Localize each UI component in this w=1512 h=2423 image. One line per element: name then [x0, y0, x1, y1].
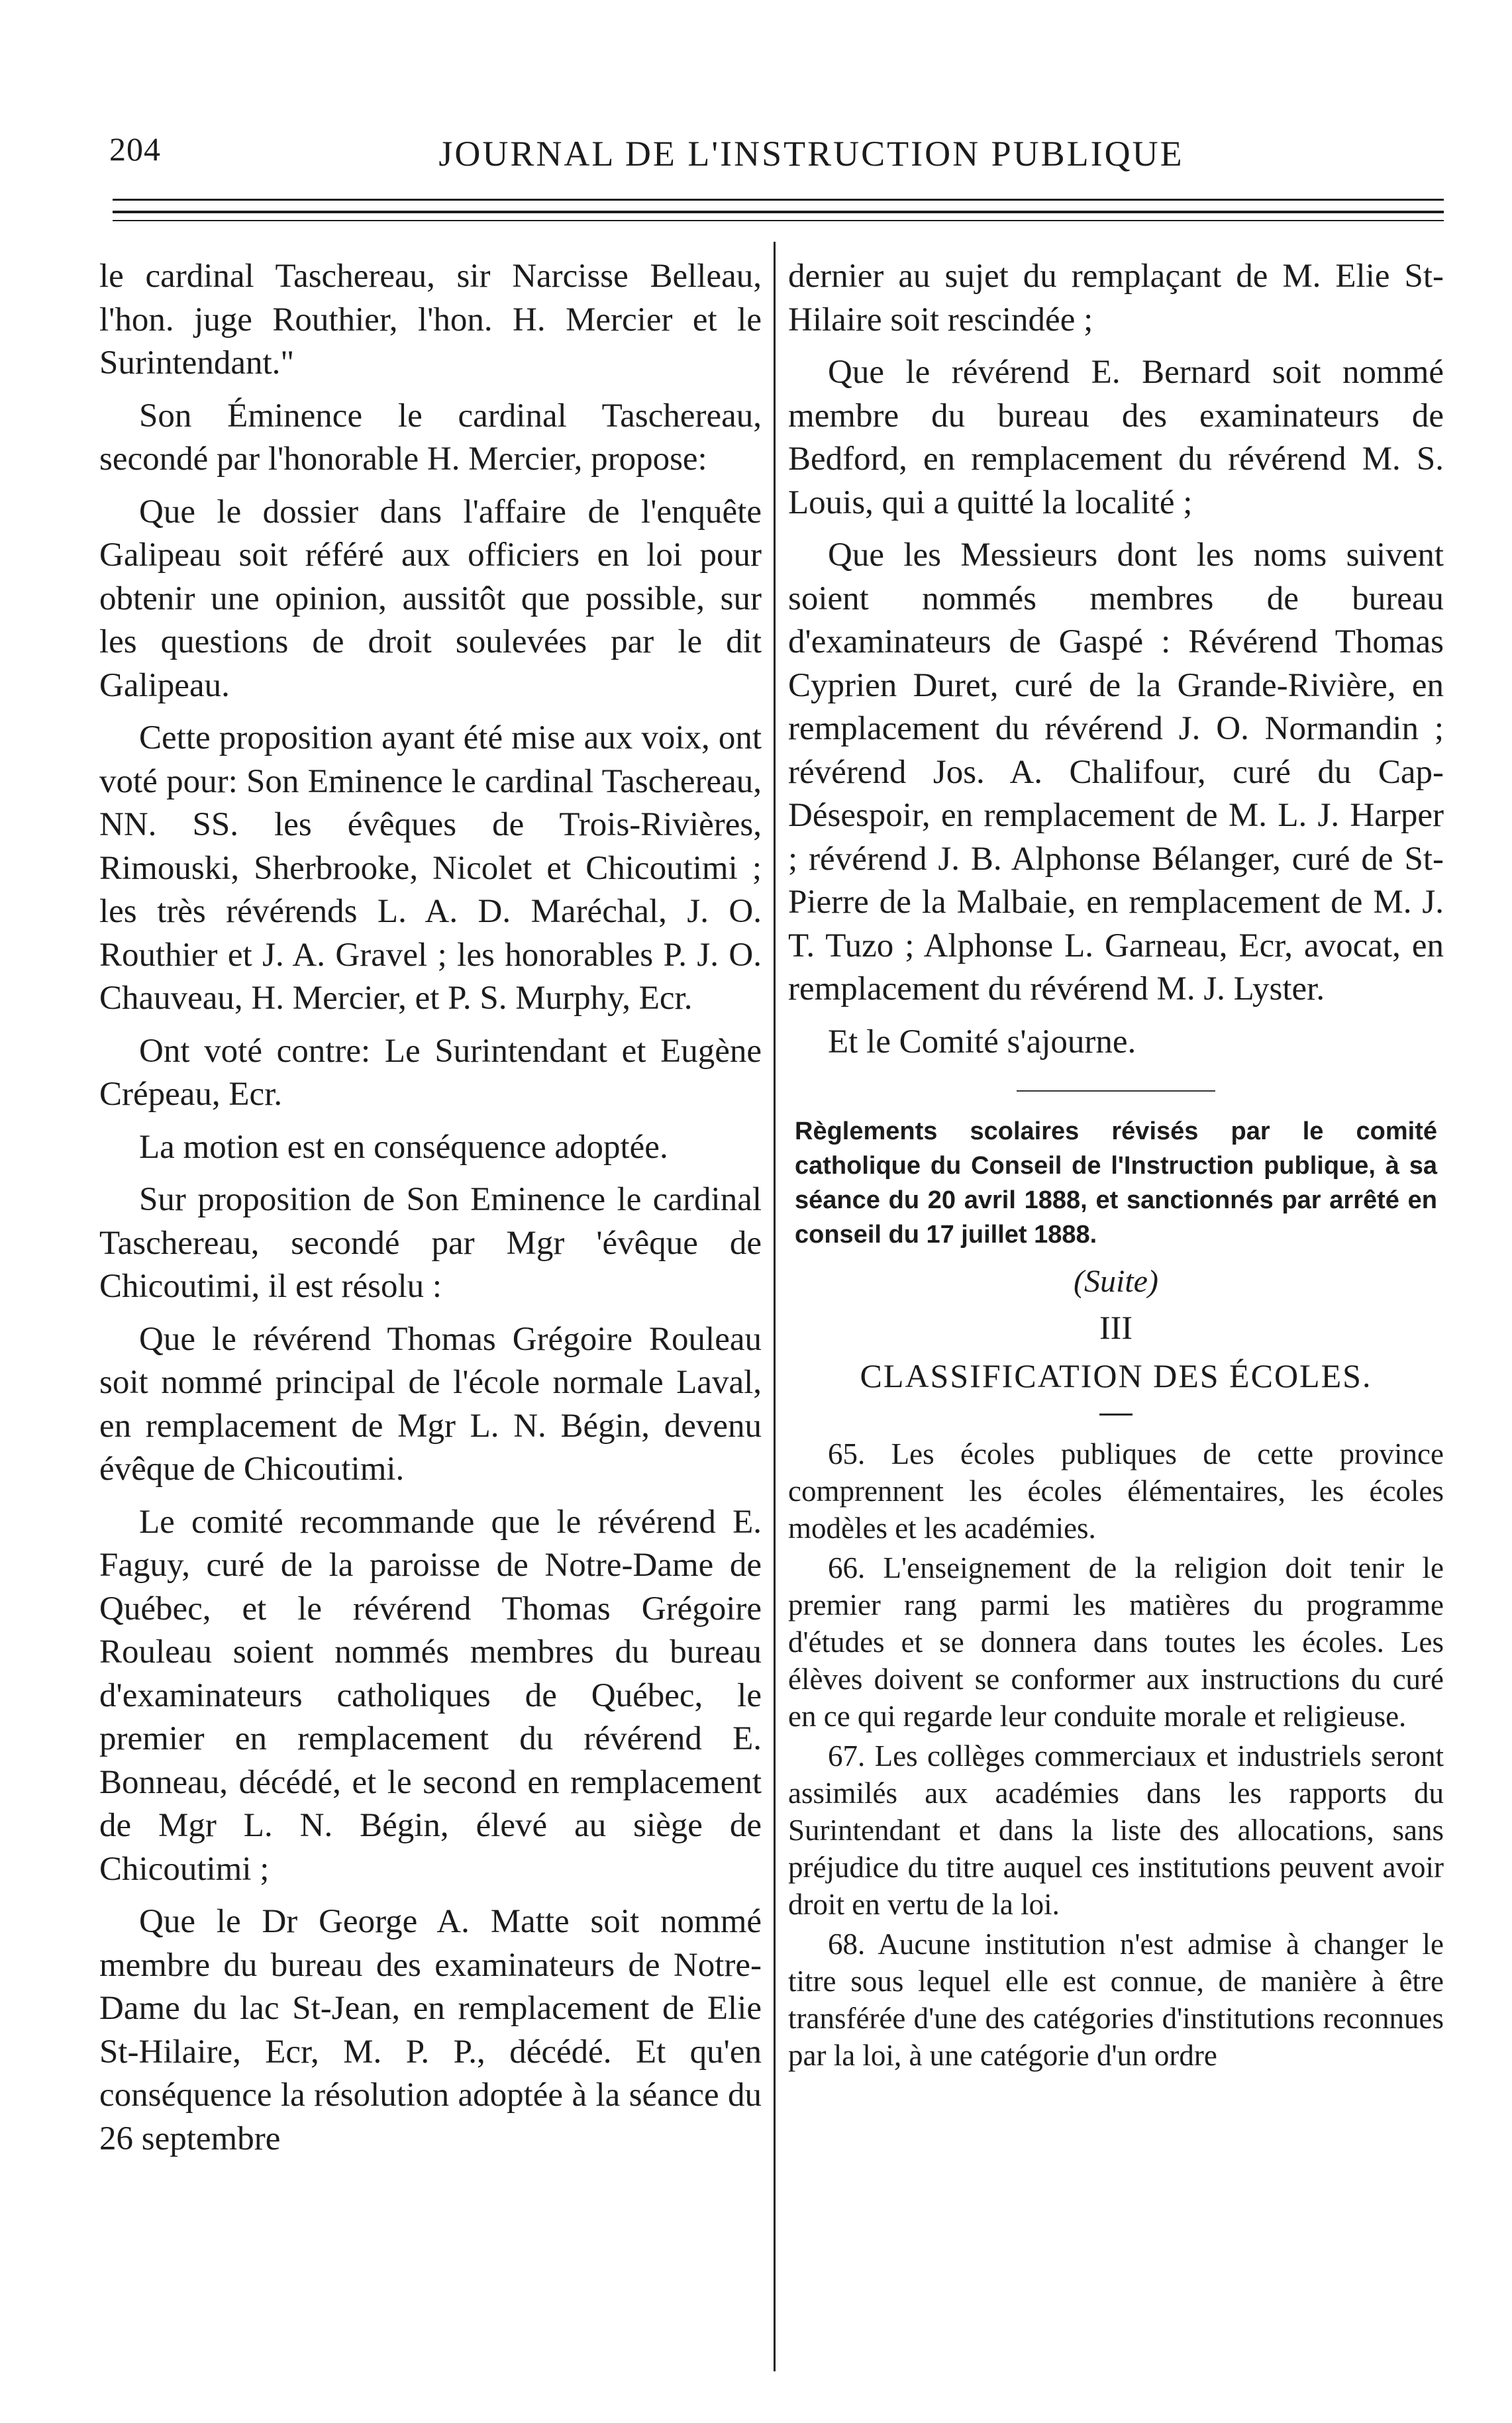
paragraph: Que le Dr George A. Matte soit nommé membre du bureau des examinateurs de Notre-Dame du lac St-Jean, en remplacement de Elie St-Hilaire, Ecr, M. P. P., décédé. Et qu'en conséquence la résolution adoptée à la séance du 26 septembre [99, 1903, 762, 2157]
paragraph: Que le dossier dans l'affaire de l'enquête Galipeau soit référé aux officiers en loi pour obtenir une opinion, aussitôt que possible, sur les questions de droit soulevées par le dit Galipeau. [99, 493, 762, 704]
header-rule-bottom [113, 220, 1444, 221]
chapter-dash [1099, 1414, 1133, 1416]
paragraph: Sur proposition de Son Eminence le cardinal Taschereau, secondé par Mgr 'évêque de Chicoutimi, il est résolu : [99, 1181, 762, 1305]
article: 67. Les collèges commerciaux et industriels seront assimilés aux académies dans les rapports du Surintendant et dans la liste des allocations, sans préjudice du titre auquel ces institutions peuvent avoir droit en vertu de la loi. [788, 1739, 1444, 1921]
header-rule-top [113, 199, 1444, 201]
right-column [788, 255, 1444, 2375]
column-divider [774, 242, 776, 2371]
article: 65. Les écoles publiques de cette province comprennent les écoles élémentaires, les écoles modèles et les académies. [788, 1437, 1444, 1545]
paragraph: Que les Messieurs dont les noms suivent soient nommés membres de bureau d'examinateurs de Gaspé : Révérend Thomas Cyprien Duret, curé de la Grande-Rivière, en remplacement du révérend J. O. Normandin ; révérend Jos. A. Chalifour, curé du Cap-Désespoir, en remplacement de M. L. J. Harper ; révérend J. B. Alphonse Bélanger, curé de St-Pierre de la Malbaie, en remplacement de M. J. T. Tuzo ; Alphonse L. Garneau, Ecr, avocat, en remplacement du révérend M. J. Lyster. [788, 537, 1444, 1007]
paragraph: Que le révérend E. Bernard soit nommé membre du bureau des examinateurs de Bedford, en remplacement du révérend M. S. Louis, qui a quitté la localité ; [788, 354, 1444, 521]
paragraph: Que le révérend Thomas Grégoire Rouleau soit nommé principal de l'école normale Laval, en remplacement de Mgr L. N. Bégin, devenu évêque de Chicoutimi. [99, 1320, 762, 1488]
article: 68. Aucune institution n'est admise à changer le titre sous lequel elle est connue, de manière à être transférée d'une des catégories d'institutions reconnues par la loi, à une catégorie d'un ordre [788, 1928, 1444, 2072]
paragraph: Ont voté contre: Le Surintendant et Eugène Crépeau, Ecr. [99, 1032, 762, 1113]
chapter-title: CLASSIFICATION DES ÉCOLES. [860, 1357, 1372, 1394]
section-separator [1017, 1090, 1215, 1092]
page-number: 204 [109, 130, 161, 168]
article: 66. L'enseignement de la religion doit tenir le premier rang parmi les matières du programme d'études et se donnera dans toutes les écoles. Les élèves doivent se conformer aux instructions du curé en ce qui regarde leur conduite morale et religieuse. [788, 1551, 1444, 1733]
paragraph: La motion est en conséquence adoptée. [139, 1128, 668, 1166]
running-title: JOURNAL DE L'INSTRUCTION PUBLIQUE [438, 134, 1184, 174]
suite-label: (Suite) [1074, 1264, 1158, 1299]
paragraph: Cette proposition ayant été mise aux voix, ont voté pour: Son Eminence le cardinal Taschereau, NN. SS. les évêques de Trois-Rivières, Rimouski, Sherbrooke, Nicolet et Chicoutimi ; les très révérends L. A. D. Maréchal, J. O. Routhier et J. A. Gravel ; les honorables P. J. O. Chauveau, H. Mercier, et P. S. Murphy, Ecr. [99, 719, 762, 1017]
paragraph: Et le Comité s'ajourne. [828, 1023, 1136, 1060]
paragraph: Le comité recommande que le révérend E. Faguy, curé de la paroisse de Notre-Dame de Québec, et le révérend Thomas Grégoire Rouleau soient nommés membres du bureau d'examinateurs catholiques de Québec, le premier en remplacement du révérend E. Bonneau, décédé, et le second en remplacement de Mgr L. N. Bégin, élevé au siège de Chicoutimi ; [99, 1503, 762, 1888]
paragraph: le cardinal Taschereau, sir Narcisse Belleau, l'hon. juge Routhier, l'hon. H. Mercier et le Surintendant." [99, 258, 762, 382]
left-column [99, 255, 762, 2375]
paragraph: dernier au sujet du remplaçant de M. Elie St-Hilaire soit rescindée ; [788, 258, 1444, 338]
section-title: Règlements scolaires révisés par le comité catholique du Conseil de l'Instruction publique, à sa séance du 20 avril 1888, et sanctionnés par arrêté en conseil du 17 juillet 1888. [795, 1117, 1437, 1249]
header-rule-middle [113, 211, 1444, 213]
paragraph: Son Éminence le cardinal Taschereau, secondé par l'honorable H. Mercier, propose: [99, 397, 762, 478]
roman-numeral: III [1099, 1309, 1133, 1346]
